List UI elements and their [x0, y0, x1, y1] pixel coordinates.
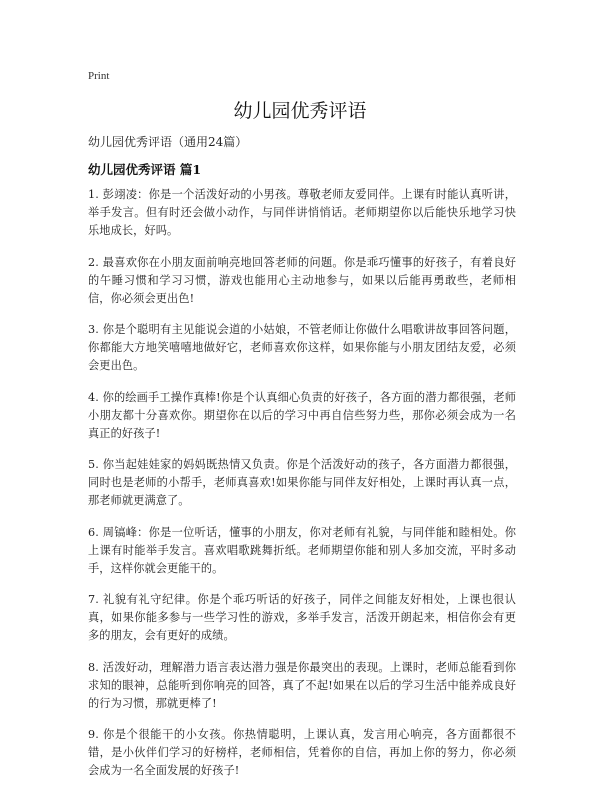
comment-list — [88, 186, 516, 794]
print-link[interactable]: Print — [88, 70, 110, 82]
comment-paragraph: 2. 最喜欢你在小朋友面前响亮地回答老师的问题。你是乖巧懂事的好孩子，有着良好的午睡习惯和学习习惯，游戏也能用心主动地参与，如果以后能再勇敢些，老师相信，你必须会更出色! — [88, 255, 516, 305]
comment-paragraph: 5. 你当起娃娃家的妈妈既热情又负责。你是个活泼好动的孩子，各方面潜力都很强，同时也是老师的小帮手，老师真喜欢!如果你能与同伴友好相处，上课时再认真一点，那老师就更满意了。 — [88, 458, 516, 507]
comment-paragraph: 3. 你是个聪明有主见能说会道的小姑娘，不管老师让你做什么唱歌讲故事回答问题，你都能大方地笑嘻嘻地做好它，老师喜欢你这样，如果你能与小朋友团结友爱，必须会更出色。 — [88, 323, 516, 372]
section-heading: 幼儿园优秀评语 篇1 — [88, 162, 202, 177]
comment-paragraph: 6. 周镐峰：你是一位听话，懂事的小朋友，你对老师有礼貌，与同伴能和睦相处。你上课有时能举手发言。喜欢唱歌跳舞折纸。老师期望你能和别人多加交流，平时多动手，这样你就会更能干的。 — [88, 525, 516, 575]
comment-paragraph: 9. 你是个很能干的小女孩。你热情聪明，上课认真，发言用心响亮，各方面都很不错，是小伙伴们学习的好榜样，老师相信，凭着你的自信，再加上你的努力，你必须会成为一名全面发展的好孩子! — [88, 728, 516, 777]
comment-paragraph: 8. 活泼好动，理解潜力语言表达潜力强是你最突出的表现。上课时，老师总能看到你求知的眼神，总能听到你响亮的回答，真了不起!如果在以后的学习生活中能养成良好的行为习惯，那就更棒了! — [88, 660, 516, 710]
document-subtitle: 幼儿园优秀评语（通用24篇） — [88, 135, 248, 149]
page-title: 幼儿园优秀评语 — [233, 100, 367, 122]
comment-paragraph: 1. 彭翊凌：你是一个活泼好动的小男孩。尊敬老师友爱同伴。上课有时能认真听讲，举手发言。但有时还会做小动作，与同伴讲悄悄话。老师期望你以后能快乐地学习快乐地成长，好吗。 — [88, 188, 516, 237]
comment-paragraph: 7. 礼貌有礼守纪律。你是个乖巧听话的好孩子，同伴之间能友好相处，上课也很认真，如果你能多参与一些学习性的游戏，多举手发言，活泼开朗起来，相信你会有更多的朋友，会有更好的成绩。 — [88, 593, 516, 642]
comment-paragraph: 4. 你的绘画手工操作真棒!你是个认真细心负责的好孩子，各方面的潜力都很强，老师小朋友都十分喜欢你。期望你在以后的学习中再自信些努力些，那你必须会成为一名真正的好孩子! — [88, 390, 516, 440]
